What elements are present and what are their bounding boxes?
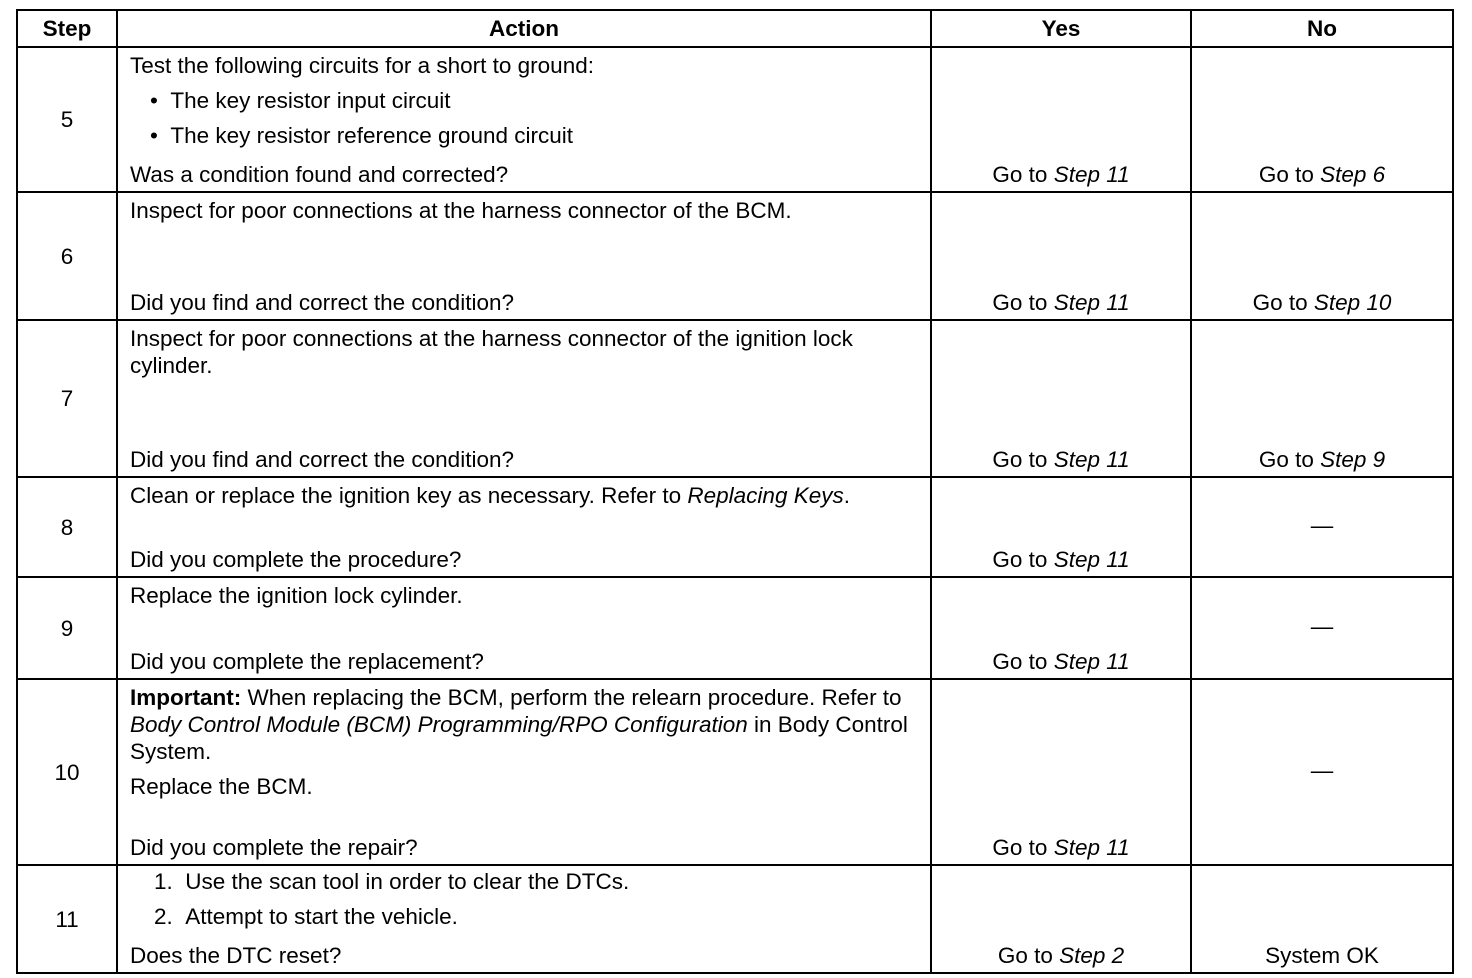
action-intro: Replace the ignition lock cylinder. (130, 583, 463, 608)
important-label: Important: (130, 685, 242, 710)
step-number: 10 (17, 679, 117, 865)
numbered-item (130, 903, 924, 930)
action-question: Does the DTC reset? (130, 943, 342, 968)
yes-step-link[interactable]: Step 11 (1053, 162, 1130, 187)
yes-prefix: Go to (992, 547, 1048, 572)
bullet-text: The key resistor input circuit (170, 88, 451, 113)
no-prefix: Go to (1258, 162, 1314, 187)
action-question: Was a condition found and corrected? (130, 162, 509, 187)
yes-prefix: Go to (992, 162, 1048, 187)
yes-cell (931, 192, 1191, 320)
yes-prefix: Go to (992, 649, 1048, 674)
table-row-step-7 (17, 320, 1453, 477)
yes-step-link[interactable]: Step 11 (1053, 835, 1130, 860)
action-question: Did you complete the replacement? (130, 649, 484, 674)
yes-cell (931, 577, 1191, 679)
item-text: Attempt to start the vehicle. (185, 904, 458, 929)
no-step-link[interactable]: Step 6 (1320, 162, 1386, 187)
item-number: 2. (154, 904, 173, 929)
yes-step-link[interactable]: Step 11 (1053, 649, 1130, 674)
yes-step-link[interactable]: Step 11 (1053, 547, 1130, 572)
yes-step-link[interactable]: Step 11 (1053, 447, 1130, 472)
action-cell (117, 577, 931, 679)
action-cell (117, 477, 931, 577)
no-cell (1191, 477, 1453, 577)
table-row-step-11 (17, 865, 1453, 973)
action-intro: Inspect for poor connections at the harness connector of the BCM. (130, 198, 792, 223)
step-number: 5 (17, 47, 117, 192)
header-yes: Yes (931, 10, 1191, 47)
no-step-link[interactable]: Step 9 (1320, 447, 1386, 472)
no-step-link[interactable]: Step 10 (1313, 290, 1392, 315)
important-end: in Body Control System. (130, 712, 908, 764)
action-instruction: Replace the BCM. (130, 774, 313, 799)
action-cell (117, 679, 931, 865)
replacing-keys-link[interactable]: Replacing Keys (687, 483, 844, 508)
action-question: Did you complete the procedure? (130, 547, 462, 572)
table-row-step-9 (17, 577, 1453, 679)
yes-cell (931, 47, 1191, 192)
bullet-text: The key resistor reference ground circuit (170, 123, 574, 148)
bcm-programming-link[interactable]: Body Control Module (BCM) Programming/RPO Configuration (130, 712, 748, 737)
action-cell (117, 192, 931, 320)
no-cell (1191, 47, 1453, 192)
yes-step-link[interactable]: Step 2 (1059, 943, 1125, 968)
no-cell (1191, 577, 1453, 679)
action-intro: Test the following circuits for a short to ground: (130, 53, 594, 78)
yes-cell (931, 320, 1191, 477)
action-question: Did you find and correct the condition? (130, 290, 514, 315)
header-no: No (1191, 10, 1453, 47)
yes-cell (931, 865, 1191, 973)
step-number: 11 (17, 865, 117, 973)
table-row-step-10 (17, 679, 1453, 865)
action-intro-end: . (843, 483, 850, 508)
action-cell (117, 320, 931, 477)
action-intro: Inspect for poor connections at the harness connector of the ignition lock cylinder. (130, 326, 853, 378)
header-step: Step (17, 10, 117, 47)
item-number: 1. (154, 869, 173, 894)
important-text: When replacing the BCM, perform the relearn procedure. Refer to (247, 685, 902, 710)
yes-step-link[interactable]: Step 11 (1053, 290, 1130, 315)
no-dash: — (1310, 614, 1334, 640)
step-number: 9 (17, 577, 117, 679)
table-header-row (17, 10, 1453, 47)
no-prefix: Go to (1258, 447, 1314, 472)
yes-prefix: Go to (992, 447, 1048, 472)
action-cell (117, 47, 931, 192)
no-dash: — (1310, 758, 1334, 784)
item-text: Use the scan tool in order to clear the DTCs. (185, 869, 630, 894)
action-question: Did you complete the repair? (130, 835, 418, 860)
no-cell (1191, 865, 1453, 973)
no-prefix: Go to (1252, 290, 1308, 315)
bullet-item: • The key resistor input circuit (150, 88, 451, 113)
important-note (130, 684, 924, 765)
no-dash: — (1310, 513, 1334, 539)
action-cell (117, 865, 931, 973)
numbered-item (130, 868, 924, 895)
no-result: System OK (1265, 943, 1379, 968)
action-intro: Clean or replace the ignition key as necessary. Refer to (130, 483, 682, 508)
step-number: 7 (17, 320, 117, 477)
table-row-step-6 (17, 192, 1453, 320)
no-cell (1191, 192, 1453, 320)
table-row-step-8 (17, 477, 1453, 577)
yes-prefix: Go to (992, 290, 1048, 315)
yes-cell (931, 477, 1191, 577)
step-number: 8 (17, 477, 117, 577)
yes-cell (931, 679, 1191, 865)
step-number: 6 (17, 192, 117, 320)
action-question: Did you find and correct the condition? (130, 447, 514, 472)
yes-prefix: Go to (992, 835, 1048, 860)
no-cell (1191, 320, 1453, 477)
no-cell (1191, 679, 1453, 865)
table-row-step-5 (17, 47, 1453, 192)
diagnostic-table (16, 9, 1454, 974)
header-action: Action (117, 10, 931, 47)
bullet-item: • The key resistor reference ground circuit (150, 123, 574, 148)
yes-prefix: Go to (997, 943, 1053, 968)
